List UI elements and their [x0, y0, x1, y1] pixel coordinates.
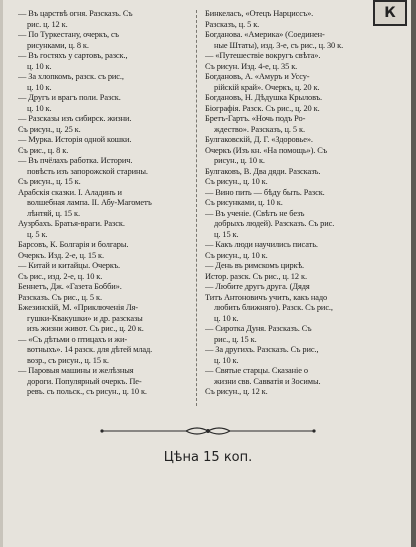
right-column-line: Біографія. Разск. Съ рис., ц. 20 к.	[205, 103, 320, 113]
left-column-line: возр., съ рисун., ц. 15 к.	[27, 355, 109, 365]
right-column-line: Булгаковъ, В. Два дяди. Разсказъ.	[205, 166, 321, 176]
right-column-line: Богданова. «Америка» (Соединен-	[205, 30, 325, 39]
right-column-line: ц. 10 к.	[214, 355, 239, 365]
left-column-line: волшебная лампа. II. Абу-Магометъ	[27, 198, 152, 207]
left-column-line: — Въ пчёлахъ работка. Историч.	[18, 156, 133, 165]
right-column-line: — Какъ люди научились писать.	[205, 240, 318, 249]
right-column-line: — Святые старцы. Сказаніе о	[205, 366, 308, 375]
left-column-line: — Въ гостяхъ у сартовъ, разск.,	[18, 51, 128, 60]
left-column-line: — Мурка. Исторія одной кошки.	[18, 135, 132, 144]
right-column-line: ные Штаты), изд. 3-е, съ рис., ц. 30 к.	[214, 40, 344, 50]
left-column-line: ц. 10 к.	[27, 61, 52, 71]
left-column-line: — За хлопкомъ, разск. съ рис.,	[18, 72, 124, 81]
right-column-line: Бретъ-Гартъ. «Ночь подъ Ро-	[205, 114, 306, 123]
left-column-line: Очеркъ. Изд. 2-е, ц. 15 к.	[18, 250, 104, 260]
right-column-line: Разсказъ, ц. 5 к.	[205, 19, 260, 29]
right-column-line: любить ближняго). Разск. Съ рис.,	[214, 303, 333, 312]
right-column-line: Съ рисунками, ц. 10 к.	[205, 198, 283, 207]
right-catalog-column	[205, 9, 377, 409]
left-column-line: изъ жизни живот. Съ рис., ц. 20 к.	[27, 324, 144, 333]
left-column-line: Разсказъ. Съ рис., ц. 5 к.	[18, 292, 102, 302]
right-column-line: ц. 15 к.	[214, 229, 239, 239]
left-column-line: Съ рисун., ц. 15 к.	[18, 177, 81, 186]
decorative-ornament-rule	[98, 424, 318, 438]
left-column-line: — Другъ и врагъ поли. Разск.	[18, 93, 121, 102]
right-column-line: Истор. разск. Съ рис., ц. 12 к.	[205, 271, 307, 281]
right-column-line: — Любите другъ друга. (Дядя	[205, 282, 310, 291]
right-column-line: Булгаковскій, Д. Г. «Здоровье».	[205, 135, 313, 144]
right-column-line: Титъ Антоновичъ учитъ, какъ надо	[205, 292, 328, 302]
right-column-line: Богдановъ, Н. Дѣдушка Крыловъ.	[205, 93, 323, 102]
left-column-line: Беннетъ, Дж. «Газета Бобби».	[18, 282, 122, 291]
right-column-line: — За другихъ. Разсказъ. Съ рис.,	[205, 345, 319, 354]
right-column-line: Съ рисун., ц. 10 к.	[205, 250, 268, 260]
left-column-line: повѣсть изъ запорожской старины.	[27, 166, 148, 176]
left-column-line: ц. 10 к.	[27, 103, 52, 113]
right-column-line: Очеркъ (Изъ кн. «На помощь»). Съ	[205, 145, 328, 155]
left-column-line: дороги. Популярный очеркъ. Пе-	[27, 376, 142, 386]
left-column-line: — Паровыя машины и желѣзныя	[18, 366, 134, 375]
left-column-line: Съ рис., ц. 8 к.	[18, 145, 69, 155]
left-column-line: ц. 5 к.	[27, 229, 48, 239]
right-column-line: рисун., ц. 10 к.	[214, 156, 265, 165]
left-column-line: — «Съ дѣтьми о птицахъ и жи-	[18, 334, 128, 344]
price-label: Цѣна 15 коп.	[163, 450, 253, 465]
left-catalog-column	[18, 9, 188, 409]
right-column-line: ждество». Разсказъ, ц. 5 к.	[214, 124, 305, 134]
right-column-line: — «Путешествіе вокругъ свѣта».	[205, 51, 321, 60]
left-column-line: гушки-Квакушки» и др. разсказы	[27, 313, 143, 323]
right-column-line: ц. 10 к.	[214, 313, 239, 323]
left-column-line: Арабскія сказки. I. Аладинъ и	[18, 187, 122, 197]
right-column-line: жизни свв. Савватія и Зосимы.	[214, 376, 321, 386]
left-column-line: Съ рисун., ц. 25 к.	[18, 124, 81, 134]
left-column-line: Съ рис., изд. 2-е, ц. 10 к.	[18, 271, 103, 281]
left-column-line: ревъ. съ польск., съ рисун., ц. 10 к.	[27, 387, 147, 396]
right-column-line: — Въ ученіе. (Свѣтъ не безъ	[205, 208, 305, 218]
left-column-line: Барсовъ, К. Болгарія и болгары.	[18, 240, 129, 249]
left-column-line: Аузрбахъ. Братья-враги. Разск.	[18, 219, 125, 228]
right-column-line: — День въ римскомъ циркѣ.	[205, 261, 305, 270]
right-column-line: добрыхъ людей). Разсказъ. Съ рис.	[214, 219, 335, 228]
right-column-line: Съ рисун., ц. 10 к.	[205, 177, 268, 186]
left-column-line: рисунками, ц. 8 к.	[27, 40, 89, 50]
right-column-line: — Сиротка Дуня. Разсказъ. Съ	[205, 324, 312, 333]
corner-label-mark: К	[373, 0, 407, 26]
right-column-line: рійскій край». Очеркъ, ц. 20 к.	[214, 82, 320, 92]
left-column-line: Бжезинскій, М. «Приключенія Ля-	[18, 303, 138, 312]
right-column-line: Съ рисун. Изд. 4-е, ц. 35 к.	[205, 61, 298, 71]
right-column-line: Богдановъ, А. «Амуръ и Уссу-	[205, 72, 310, 81]
left-column-line: рис. ц. 12 к.	[27, 19, 68, 29]
right-column-line: рис., ц. 15 к.	[214, 334, 257, 344]
right-column-line: Съ рисун., ц. 12 к.	[205, 387, 268, 396]
left-column-line: вотныхъ». 14 разск. для дѣтей млад.	[27, 345, 153, 354]
column-divider	[196, 10, 197, 406]
left-column-line: — Разсказы изъ сибирск. жизни.	[18, 114, 132, 123]
left-column-line: — Китай и китайцы. Очеркъ.	[18, 261, 121, 270]
left-column-line: — По Туркестану, очеркъ, съ	[18, 30, 119, 39]
right-column-line: Бинкеласъ, «Отецъ Нарциссъ».	[205, 9, 314, 18]
right-column-line: — Вино пить — бѣду быть. Разск.	[205, 187, 325, 197]
left-column-line: лѣнтяй, ц. 15 к.	[27, 208, 80, 218]
left-column-line: — Въ царствѣ огня. Разсказъ. Съ	[18, 9, 133, 18]
left-column-line: ц. 10 к.	[27, 82, 52, 92]
